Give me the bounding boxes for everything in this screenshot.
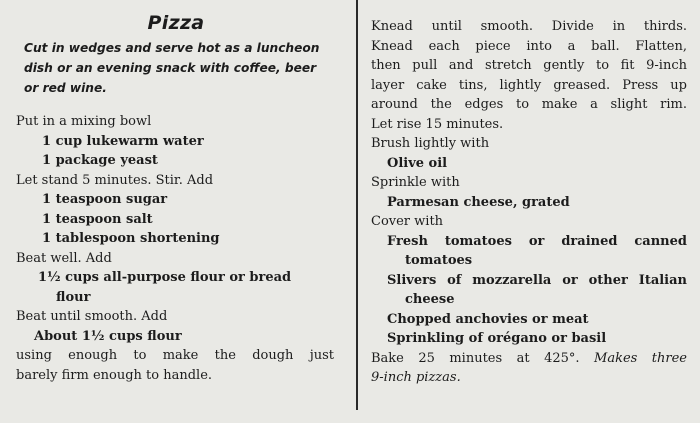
step-line: Knead each piece into a ball. Flatten, — [371, 38, 687, 54]
step-line: Beat well. Add — [16, 250, 112, 266]
ingredient-line: Chopped anchovies or meat — [387, 311, 589, 327]
step-line: Knead until smooth. Divide in thirds. — [371, 19, 687, 34]
step-line: Sprinkle with — [371, 175, 460, 190]
ingredient-line-continued: flour — [56, 289, 91, 305]
left-instructions — [16, 112, 334, 385]
step-line: Brush lightly with — [371, 136, 490, 151]
step-line: Let stand 5 minutes. Stir. Add — [16, 172, 214, 188]
step-line: barely firm enough to handle. — [16, 367, 213, 383]
ingredient-line: 1 package yeast — [42, 153, 158, 168]
right-instructions — [371, 17, 687, 349]
ingredient-line-continued: tomatoes — [405, 253, 473, 268]
ingredient-line: Parmesan cheese, grated — [387, 194, 570, 210]
step-line: around the edges to make a slight rim. — [371, 97, 687, 112]
step-line: Put in a mixing bowl — [16, 114, 152, 129]
step-line: using enough to make the dough just — [16, 348, 334, 363]
right-column — [371, 17, 687, 388]
step-line: layer cake tins, lightly greased. Press up — [371, 77, 687, 93]
ingredient-line: 1 cup lukewarm water — [42, 133, 204, 149]
ingredient-line: 1 teaspoon sugar — [42, 192, 168, 207]
recipe-intro: Cut in wedges and serve hot as a luncheon dish or an evening snack with coffee, beer or red wine. — [24, 41, 320, 95]
ingredient-line-continued: cheese — [405, 292, 455, 307]
step-line: Cover with — [371, 214, 444, 229]
ingredient-line: About 1½ cups flour — [34, 328, 182, 344]
ingredient-line: 1 tablespoon shortening — [42, 231, 220, 246]
final-step: Bake 25 minutes at 425°. — [371, 350, 580, 366]
ingredient-line: Olive oil — [387, 155, 448, 171]
yield-line-2: 9-inch pizzas. — [371, 370, 461, 385]
column-divider — [356, 0, 358, 410]
step-line: Beat until smooth. Add — [16, 309, 168, 324]
ingredient-line: Sprinkling of orégano or basil — [387, 331, 607, 346]
recipe-title: Pizza — [147, 12, 205, 34]
step-line: Let rise 15 minutes. — [371, 116, 504, 132]
left-column — [16, 12, 334, 385]
ingredient-line: Slivers of mozzarella or other Italian — [387, 272, 687, 288]
ingredient-line: 1½ cups all-purpose flour or bread — [38, 270, 292, 285]
ingredient-line: Fresh tomatoes or drained canned — [387, 233, 687, 249]
final-step-line — [371, 349, 687, 369]
step-line: then pull and stretch gently to fit 9-inch — [371, 58, 687, 73]
ingredient-line: 1 teaspoon salt — [42, 211, 153, 227]
yield-line-1: Makes three — [594, 350, 688, 366]
